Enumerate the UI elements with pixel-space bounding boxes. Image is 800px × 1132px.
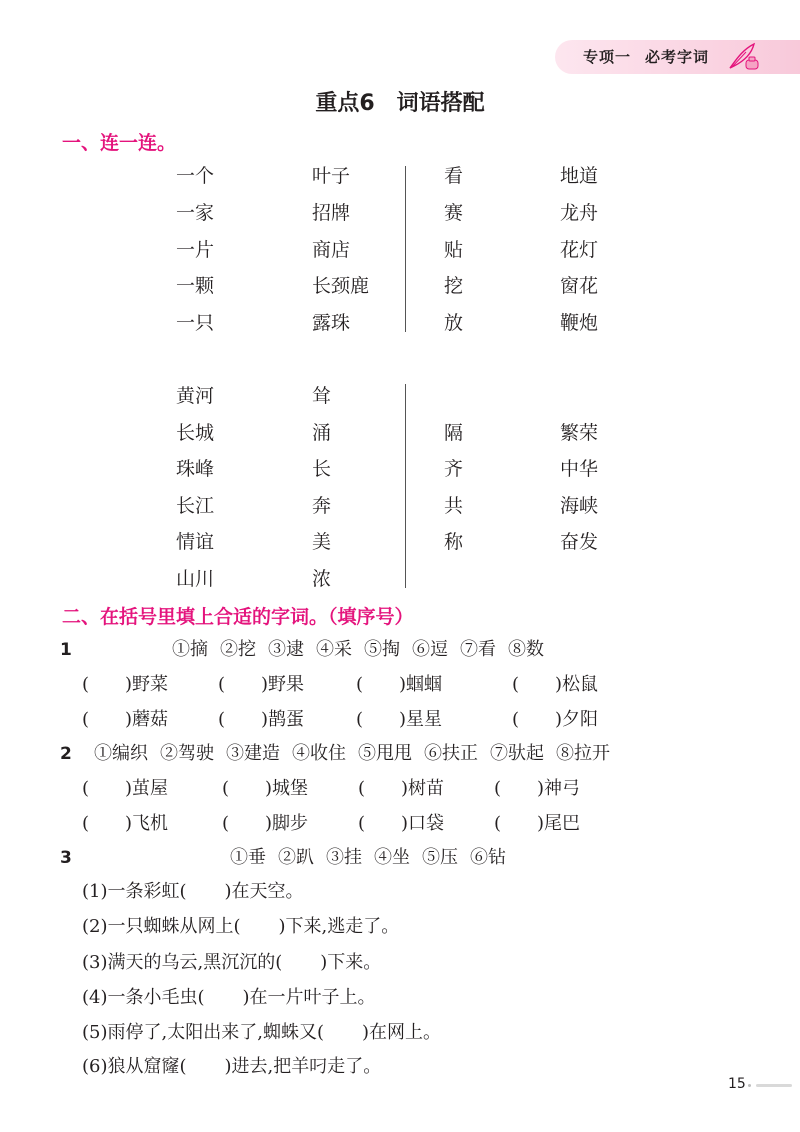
match-mid-a-1: 叶子 <box>312 165 351 187</box>
match-mid-b-1: 耸 <box>312 385 332 407</box>
q3-sentence-3 <box>82 950 381 976</box>
q3-s1-after: )在天空。 <box>224 881 304 902</box>
match-right2-a-5: 鞭炮 <box>560 312 599 334</box>
match-mid-b-3: 长 <box>312 458 332 480</box>
match-left-b-5: 情谊 <box>176 531 215 553</box>
q3-sentence-5 <box>82 1020 441 1046</box>
q3-s3-after: )下来。 <box>320 952 382 973</box>
q1-blank-2-2[interactable]: ( )鹊蛋 <box>218 709 305 730</box>
match-right1-a-3: 贴 <box>444 239 464 261</box>
question-1-number: 1 <box>60 640 72 660</box>
q2-option-7: ⑦驮起 <box>490 743 544 764</box>
match-right2-a-3: 花灯 <box>560 239 599 261</box>
quill-inkpot-icon <box>726 42 760 72</box>
q2-blank-2-1[interactable]: ( )飞机 <box>82 813 169 834</box>
question-2-number: 2 <box>60 744 72 764</box>
match-left-b-6: 山川 <box>176 568 215 590</box>
question-3-number: 3 <box>60 848 72 868</box>
q2-blank-1-1[interactable]: ( )茧屋 <box>82 778 169 799</box>
match-right2-b-3: 海峡 <box>560 495 599 517</box>
match-left-a-3: 一片 <box>176 239 215 261</box>
section1-title: 一、连一连。 <box>62 132 177 154</box>
match-right1-a-2: 赛 <box>444 202 464 224</box>
q3-sentence-6 <box>82 1054 381 1080</box>
match-left-b-3: 珠峰 <box>176 458 215 480</box>
header-band <box>555 40 800 74</box>
match-right2-b-1: 繁荣 <box>560 422 599 444</box>
match-right1-a-4: 挖 <box>444 275 464 297</box>
divider-line-b <box>405 384 406 588</box>
q1-blank-1-2[interactable]: ( )野果 <box>218 674 305 695</box>
match-right1-b-4: 称 <box>444 531 464 553</box>
q2-option-2: ②驾驶 <box>160 743 214 764</box>
q2-option-4: ④收住 <box>292 743 346 764</box>
q3-option-1: ①垂 <box>230 847 266 868</box>
match-right1-a-1: 看 <box>444 165 464 187</box>
q3-sentence-1 <box>82 879 304 905</box>
q1-option-6: ⑥逗 <box>412 639 448 660</box>
q1-option-3: ③逮 <box>268 639 304 660</box>
match-left-b-4: 长江 <box>176 495 215 517</box>
q1-blank-1-4[interactable]: ( )松鼠 <box>512 674 599 695</box>
match-mid-a-3: 商店 <box>312 239 351 261</box>
q2-blank-1-3[interactable]: ( )树苗 <box>358 778 445 799</box>
q2-blank-1-2[interactable]: ( )城堡 <box>222 778 309 799</box>
match-right2-a-2: 龙舟 <box>560 202 599 224</box>
q3-s5-before: (5)雨停了,太阳出来了,蜘蛛又( <box>82 1022 324 1043</box>
q1-option-4: ④采 <box>316 639 352 660</box>
match-left-a-1: 一个 <box>176 165 215 187</box>
match-mid-a-4: 长颈鹿 <box>312 275 370 297</box>
match-mid-a-2: 招牌 <box>312 202 351 224</box>
q1-option-2: ②挖 <box>220 639 256 660</box>
q3-s4-after: )在一片叶子上。 <box>242 987 376 1008</box>
question-2-options <box>94 742 622 766</box>
q3-s4-before: (4)一条小毛虫( <box>82 987 205 1008</box>
match-left-a-5: 一只 <box>176 312 215 334</box>
divider-line-a <box>405 166 406 332</box>
q3-s5-after: )在网上。 <box>361 1022 441 1043</box>
match-mid-b-4: 奔 <box>312 495 332 517</box>
match-right2-b-2: 中华 <box>560 458 599 480</box>
match-mid-a-5: 露珠 <box>312 312 351 334</box>
q3-sentence-2 <box>82 914 399 940</box>
match-right2-b-4: 奋发 <box>560 531 599 553</box>
q2-blank-2-4[interactable]: ( )尾巴 <box>494 813 581 834</box>
q1-option-7: ⑦看 <box>460 639 496 660</box>
footer-line <box>756 1084 792 1087</box>
q3-s6-after: )进去,把羊叼走了。 <box>224 1056 382 1077</box>
q1-blank-2-1[interactable]: ( )蘑菇 <box>82 709 169 730</box>
q1-blank-2-4[interactable]: ( )夕阳 <box>512 709 599 730</box>
match-mid-b-5: 美 <box>312 531 332 553</box>
q2-option-3: ③建造 <box>226 743 280 764</box>
match-left-a-4: 一颗 <box>176 275 215 297</box>
match-right1-b-1: 隔 <box>444 422 464 444</box>
match-left-b-1: 黄河 <box>176 385 215 407</box>
q2-option-8: ⑧拉开 <box>556 743 610 764</box>
q2-option-6: ⑥扶正 <box>424 743 478 764</box>
q3-sentence-4 <box>82 985 376 1011</box>
header-text <box>583 46 709 67</box>
header-part2: 必考字词 <box>645 48 710 66</box>
q3-option-6: ⑥钻 <box>470 847 506 868</box>
match-right2-a-4: 窗花 <box>560 275 599 297</box>
section2-title: 二、在括号里填上合适的字词。（填序号） <box>62 606 414 628</box>
q1-blank-2-3[interactable]: ( )星星 <box>356 709 443 730</box>
q1-option-1: ①摘 <box>172 639 208 660</box>
q2-blank-2-3[interactable]: ( )口袋 <box>358 813 445 834</box>
q2-blank-1-4[interactable]: ( )神弓 <box>494 778 581 799</box>
q1-blank-1-3[interactable]: ( )蝈蝈 <box>356 674 443 695</box>
q1-blank-1-1[interactable]: ( )野菜 <box>82 674 169 695</box>
q1-option-8: ⑧数 <box>508 639 544 660</box>
page-number: 15 <box>728 1076 746 1092</box>
q1-option-5: ⑤掏 <box>364 639 400 660</box>
q3-option-5: ⑤压 <box>422 847 458 868</box>
match-right1-a-5: 放 <box>444 312 464 334</box>
footer-dot <box>748 1084 751 1087</box>
question-3-options <box>230 846 518 870</box>
q3-option-3: ③挂 <box>326 847 362 868</box>
q3-s2-after: )下来,逃走了。 <box>278 916 400 937</box>
question-1-options <box>172 638 556 662</box>
q2-option-1: ①编织 <box>94 743 148 764</box>
match-left-a-2: 一家 <box>176 202 215 224</box>
match-mid-b-2: 涌 <box>312 422 332 444</box>
q3-s2-before: (2)一只蜘蛛从网上( <box>82 916 241 937</box>
q3-s3-before: (3)满天的乌云,黑沉沉的( <box>82 952 283 973</box>
q2-blank-2-2[interactable]: ( )脚步 <box>222 813 309 834</box>
page-title: 重点6 词语搭配 <box>315 91 485 116</box>
q3-option-4: ④坐 <box>374 847 410 868</box>
q3-s1-before: (1)一条彩虹( <box>82 881 187 902</box>
match-right1-b-2: 齐 <box>444 458 464 480</box>
q3-option-2: ②趴 <box>278 847 314 868</box>
q3-s6-before: (6)狼从窟窿( <box>82 1056 187 1077</box>
q2-option-5: ⑤甩甩 <box>358 743 412 764</box>
header-part1: 专项一 <box>583 48 632 66</box>
match-mid-b-6: 浓 <box>312 568 332 590</box>
match-right1-b-3: 共 <box>444 495 464 517</box>
match-right2-a-1: 地道 <box>560 165 599 187</box>
match-left-b-2: 长城 <box>176 422 215 444</box>
